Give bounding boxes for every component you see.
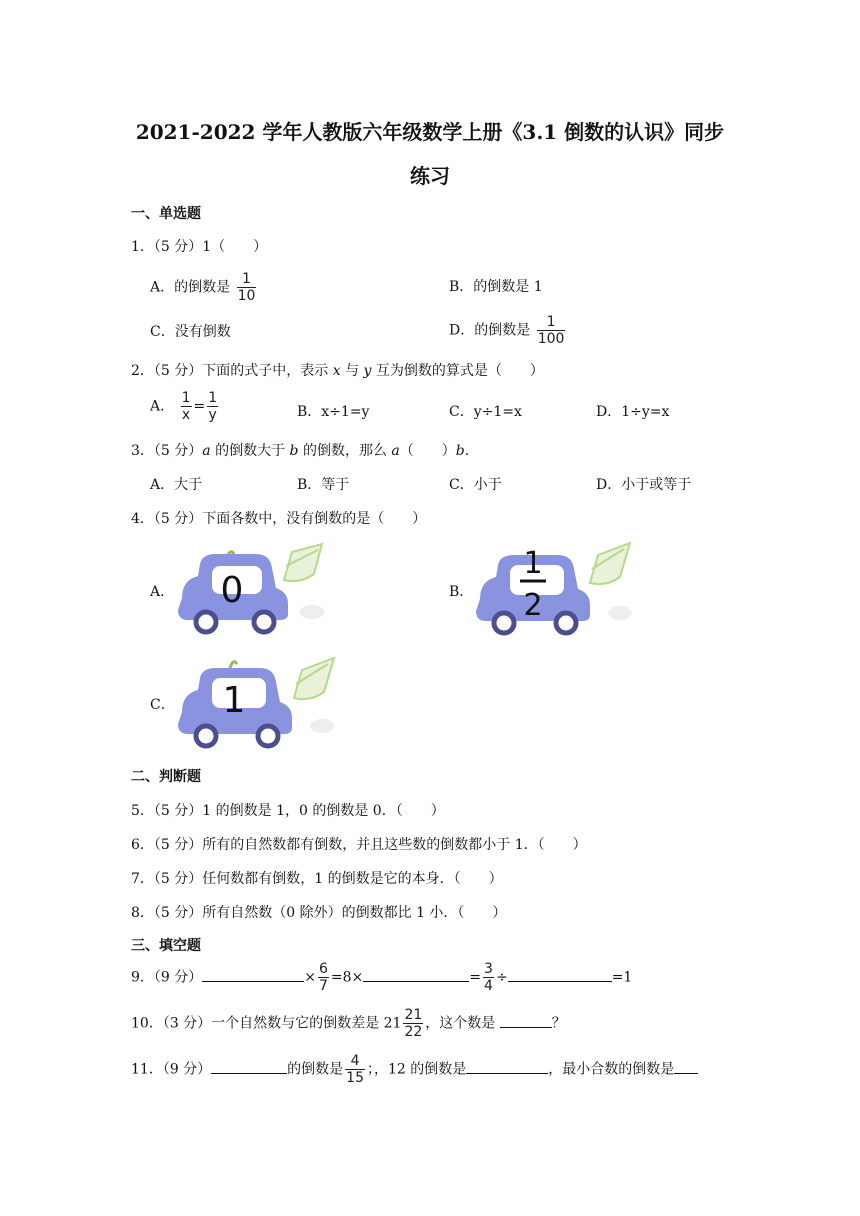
fraction-denominator: 100 [537,331,565,347]
q3-option-c[interactable]: C．小于 [449,477,502,493]
equals-sign: = [193,398,206,415]
q3-stem [131,440,469,460]
fraction-numerator: 3 [484,961,493,977]
q10-pre: 10．（3 分）一个自然数与它的倒数差是 21 [131,1015,402,1032]
title-line-2: 练习 [410,164,450,188]
q2-option-b[interactable]: B．x÷1=y [297,404,370,420]
q2-stem-pre: 2．（5 分）下面的式子中，表示 [131,363,329,379]
q1-option-b[interactable]: B．的倒数是 1 [449,279,543,295]
q6: 6．（5 分）所有的自然数都有倒数，并且这些数的倒数都小于 1．（ ） [131,837,587,853]
answer-blank[interactable] [211,1059,287,1074]
var-a: a [391,443,400,459]
q1-option-d[interactable] [449,315,567,346]
q11 [131,1054,698,1085]
q1-stem: 1．（5 分）1（ ） [131,239,268,255]
q9 [131,962,632,993]
q7: 7．（5 分）任何数都有倒数，1 的倒数是它的本身．（ ） [131,871,503,887]
car-denominator: 2 [523,588,543,623]
q1-option-a[interactable] [150,272,258,303]
q3-option-d[interactable]: D．小于或等于 [596,477,692,493]
fraction-3-4 [483,962,494,993]
equals-sign: = [469,969,482,986]
answer-blank[interactable] [202,967,304,982]
fraction-4-15 [345,1054,365,1085]
car-icon-option-b[interactable] [470,535,640,641]
fraction-denominator: 22 [404,1024,423,1040]
q1-option-d-fraction [537,315,566,346]
fraction-numerator: 1 [208,390,218,406]
car-number-0: 0 [220,570,244,611]
q1-option-a-label: A．的倒数是 [150,279,231,296]
fraction-6-7 [318,962,329,993]
q3-option-a[interactable]: A．大于 [150,477,203,493]
fraction-denominator: 10 [237,288,256,304]
answer-blank[interactable] [508,967,612,982]
q2-option-a[interactable] [150,391,220,422]
fraction-21-22 [403,1008,423,1039]
var-b: b [289,443,299,459]
q3-stem-mid1: 的倒数大于 [215,443,286,459]
var-a: a [202,443,211,459]
fraction-numerator: 6 [319,961,328,977]
q3-stem-mid2: 的倒数，那么 [302,443,387,459]
q3-stem-mid3: （ ） [399,443,456,459]
q9-pre: 9．（9 分） [131,969,203,986]
fraction-numerator: 1 [181,390,191,406]
fraction-numerator: 21 [404,1007,423,1023]
fraction-numerator: 4 [350,1053,360,1069]
answer-blank[interactable] [466,1059,548,1074]
title-line-1: 2021-2022 学年人教版六年级数学上册《3.1 倒数的认识》同步 [135,120,725,144]
q4-option-b-label[interactable]: B． [449,584,474,600]
q10 [131,1008,566,1039]
q10-mid: ，这个数是 [425,1015,496,1032]
car-icon-option-c[interactable] [172,650,344,754]
q10-end: ？ [551,1015,566,1032]
fraction-numerator: 1 [242,271,251,287]
q2-stem-mid: 与 [345,363,360,379]
q3-option-b[interactable]: B．等于 [297,477,350,493]
car-number-1: 1 [222,680,246,721]
q11-mid3: ，最小合数的倒数是 [548,1061,675,1078]
section-true-false: 二、判断题 [131,769,201,785]
fraction-denominator: 7 [319,978,328,994]
fraction-denominator: x [181,407,191,423]
car-icon-option-a[interactable] [172,540,332,640]
q4-stem: 4．（5 分）下面各数中，没有倒数的是（ ） [131,511,427,527]
fraction-1-over-x [181,391,192,422]
section-fill-in: 三、填空题 [131,938,201,954]
q1-option-c[interactable]: C．没有倒数 [150,324,231,340]
q11-mid1: 的倒数是 [287,1061,344,1078]
q9-mid: =8× [330,969,364,986]
q4-option-a-label[interactable]: A． [150,584,175,600]
q3-stem-end: . [464,443,470,459]
q8: 8．（5 分）所有自然数（0 除外）的倒数都比 1 小．（ ） [131,905,507,921]
q11-mid2: ；，12 的倒数是 [367,1061,467,1078]
var-b: b [455,443,465,459]
q1-option-d-label: D．的倒数是 [449,322,531,339]
car-numerator: 1 [523,546,543,581]
q11-pre: 11．（9 分） [131,1061,212,1078]
divide-sign: ÷ [495,969,508,986]
answer-blank[interactable] [500,1013,552,1028]
fraction-numerator: 1 [546,314,556,330]
fraction-denominator: y [208,407,217,423]
q2-option-a-label: A． [150,398,175,415]
var-x: x [332,363,341,379]
q2-option-c[interactable]: C．y÷1=x [449,404,522,420]
var-y: y [363,363,372,379]
q4-option-c-label[interactable]: C． [150,697,175,713]
q1-option-a-fraction [237,272,257,303]
fraction-denominator: 15 [346,1070,364,1086]
section-single-choice: 一、单选题 [131,206,201,222]
q2-option-d[interactable]: D．1÷y=x [596,404,670,420]
q9-end: =1 [611,969,633,986]
q2-stem [131,360,544,380]
fraction-denominator: 4 [484,978,493,994]
answer-blank[interactable] [363,967,469,982]
q2-stem-post: 互为倒数的算式是（ ） [375,363,544,379]
q5: 5．（5 分）1 的倒数是 1，0 的倒数是 0．（ ） [131,803,445,819]
answer-blank[interactable] [674,1059,698,1074]
times-sign: × [304,969,316,986]
fraction-1-over-y [207,391,218,422]
q3-stem-pre: 3．（5 分） [131,443,203,459]
